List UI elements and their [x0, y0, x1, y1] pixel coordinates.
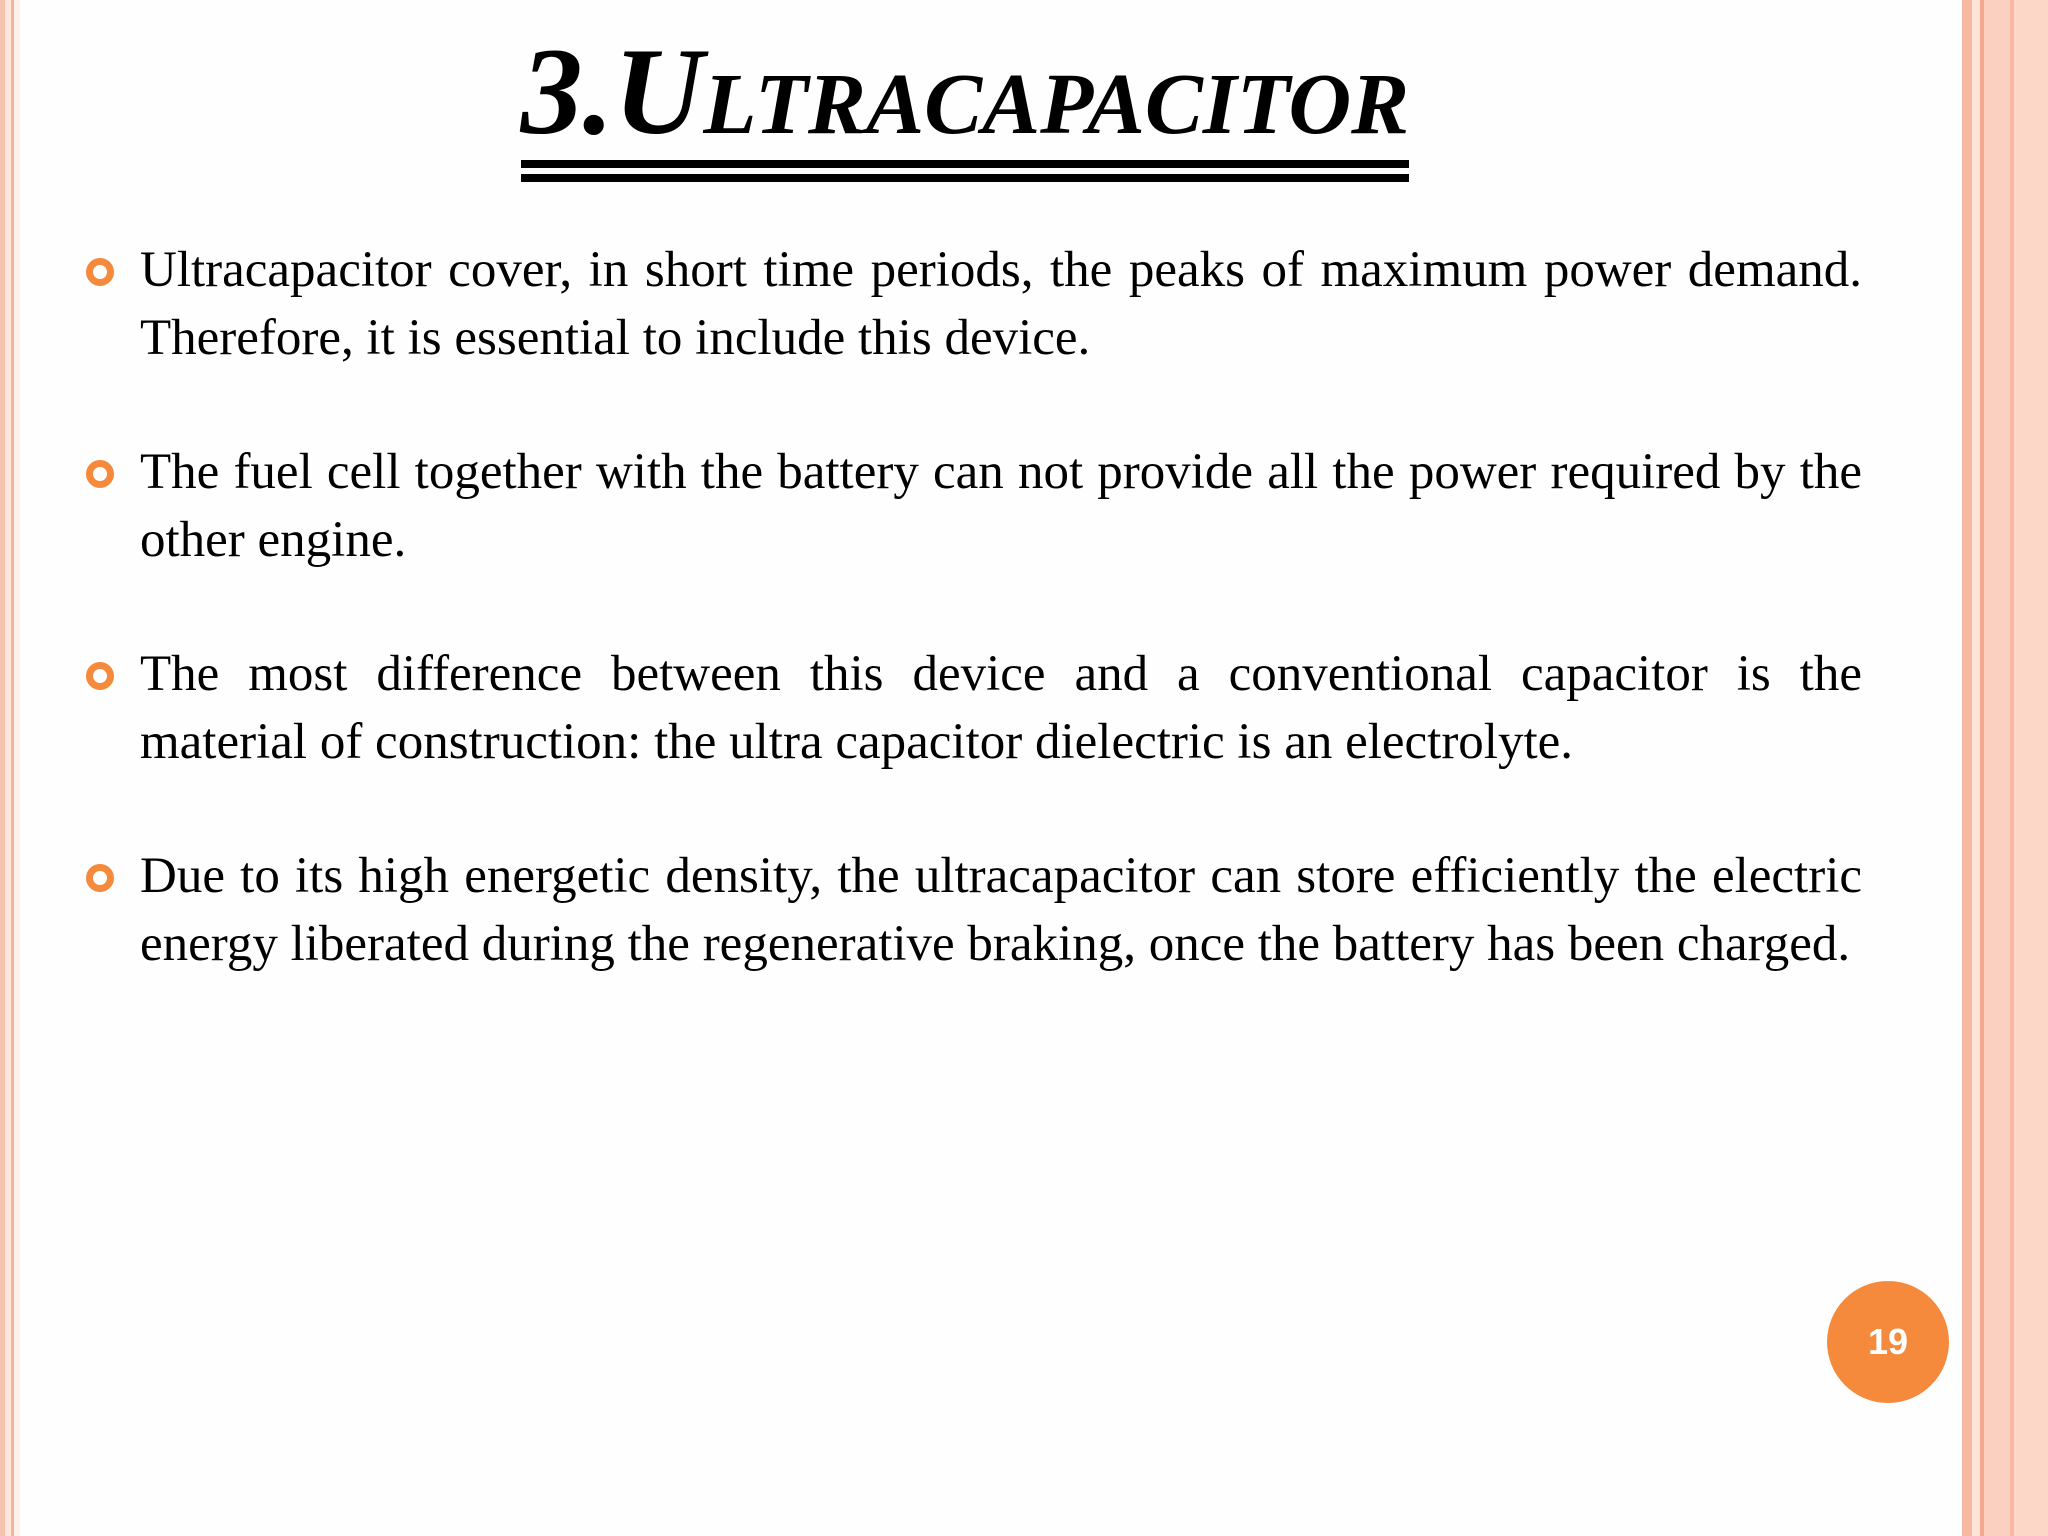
ring-bullet-icon — [86, 864, 114, 892]
bullet-item — [86, 236, 1862, 372]
bullet-text: The fuel cell together with the battery can not provide all the power required by the other engine. — [140, 444, 1862, 568]
ring-bullet-icon — [86, 460, 114, 488]
bullet-item — [86, 842, 1862, 978]
right-border-stripe — [1984, 0, 2010, 1536]
right-border-stripe — [1962, 0, 1972, 1536]
bullet-text: Ultracapacitor cover, in short time periods, the peaks of maximum power demand. Therefore, it is essential to include this device. — [140, 242, 1862, 366]
bullet-list — [86, 236, 1862, 1044]
bullet-item — [86, 438, 1862, 574]
bullet-text: Due to its high energetic density, the ultracapacitor can store efficiently the electric energy liberated during the regenerative braking, once the battery has been charged. — [140, 848, 1862, 972]
slide-title-underline — [520, 23, 1410, 182]
ring-bullet-icon — [86, 662, 114, 690]
slide-title-number: 3. — [521, 30, 614, 168]
slide-title-word: Ultracapacitor — [614, 30, 1409, 168]
right-border-stripe — [2014, 0, 2048, 1536]
left-border-stripe — [14, 0, 20, 1536]
bullet-text: The most difference between this device and a conventional capacitor is the material of construction: the ultra capacitor dielectric is an electrolyte. — [140, 646, 1862, 770]
bullet-item — [86, 640, 1862, 776]
page-number-badge: 19 — [1827, 1281, 1949, 1403]
ring-bullet-icon — [86, 258, 114, 286]
slide-title — [0, 23, 1930, 182]
right-border-stripe — [1972, 0, 1980, 1536]
